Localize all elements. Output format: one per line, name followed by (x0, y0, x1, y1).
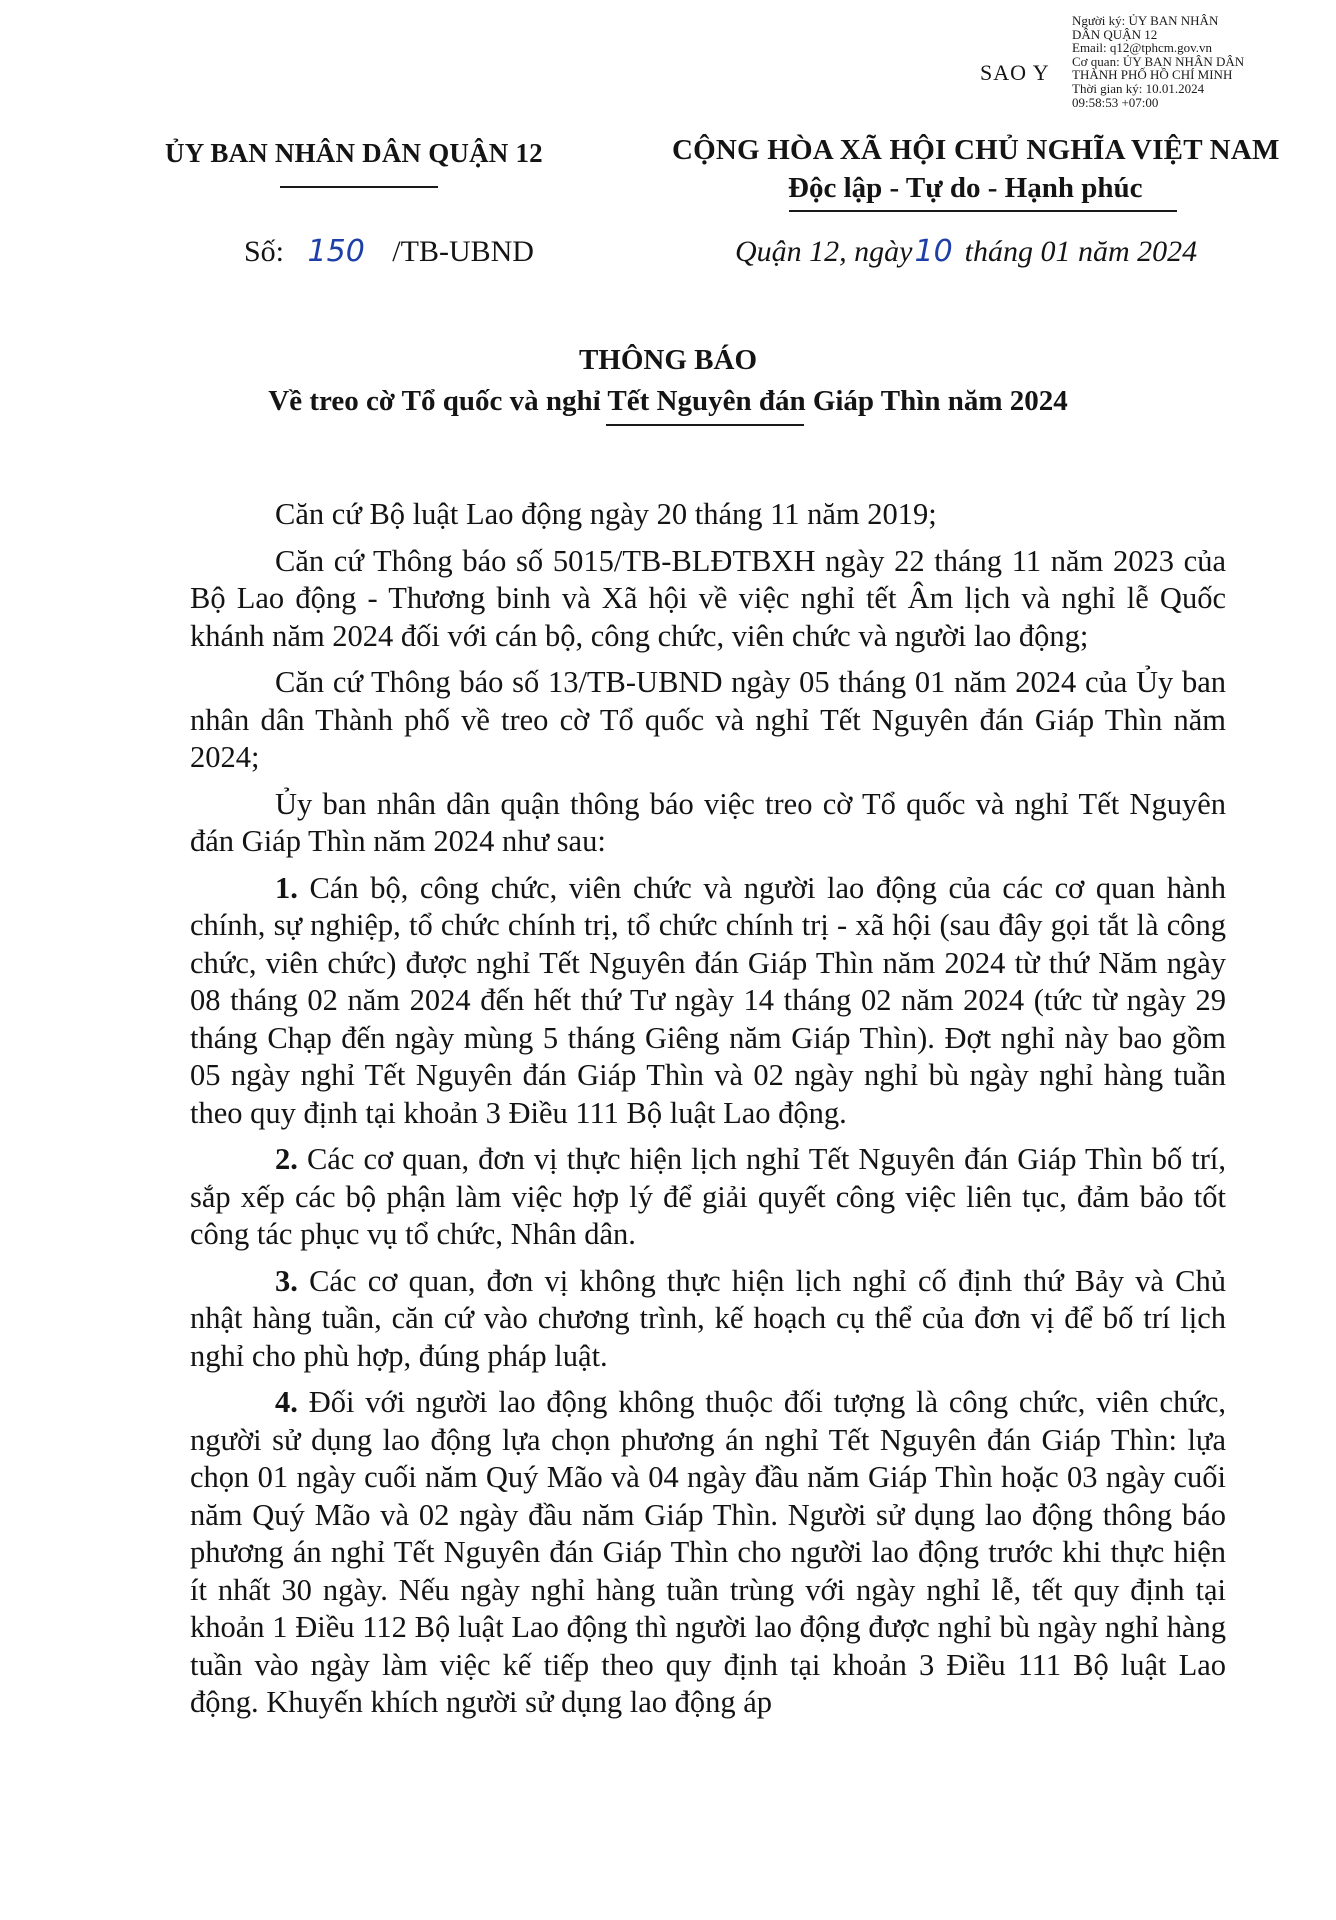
item-text: Các cơ quan, đơn vị không thực hiện lịch nghỉ cố định thứ Bảy và Chủ nhật hàng tuần, căn cứ vào chương trình, kế hoạch cụ thể của đơn vị để bố trí lịch nghỉ cho phù hợp, đúng pháp luật. (190, 1263, 1226, 1373)
signature-line: Email: q12@tphcm.gov.vn (1072, 40, 1213, 56)
issuing-agency: ỦY BAN NHÂN DÂN QUẬN 12 (165, 138, 543, 168)
document-date (735, 234, 1197, 269)
item-text: Cán bộ, công chức, viên chức và người lao động của các cơ quan hành chính, sự nghiệp, tổ chức chính trị, tổ chức chính trị - xã hội (sau đây gọi tắt là công chức, viên chức) được nghỉ Tết Nguyên đán Giáp Thìn năm 2024 từ thứ Năm ngày 08 tháng 02 năm 2024 đến hết thứ Tư ngày 14 tháng 02 năm 2024 (tức từ ngày 29 tháng Chạp đến ngày mùng 5 tháng Giêng năm Giáp Thìn). Đợt nghỉ này bao gồm 05 ngày nghỉ Tết Nguyên đán Giáp Thìn và 02 ngày nghỉ bù ngày nghỉ hàng tuần theo quy định tại khoản 3 Điều 111 Bộ luật Lao động. (190, 870, 1227, 1130)
document-number (244, 234, 534, 269)
number-suffix: /TB-UBND (392, 235, 534, 268)
signature-line: Thời gian ký: 10.01.2024 (1072, 80, 1205, 96)
date-prefix: Quận 12, ngày (735, 235, 913, 268)
item-number: 1. (275, 870, 298, 905)
intro-paragraph: Ủy ban nhân dân quận thông báo việc treo cờ Tổ quốc và nghỉ Tết Nguyên đán Giáp Thìn năm 2024 như sau: (190, 786, 1226, 858)
item-text: Các cơ quan, đơn vị thực hiện lịch nghỉ Tết Nguyên đán Giáp Thìn bố trí, sắp xếp các bộ phận làm việc hợp lý để giải quyết công việc liên tục, đảm bảo tốt công tác phục vụ tổ chức, Nhân dân. (190, 1142, 1226, 1251)
item-number: 4. (275, 1385, 298, 1419)
signature-line: Cơ quan: ỦY BAN NHÂN DÂN (1072, 53, 1245, 69)
item-4 (190, 1384, 1226, 1722)
item-number: 2. (275, 1142, 298, 1176)
subtitle-underline (606, 424, 804, 426)
item-2 (190, 1141, 1226, 1254)
legal-basis-2: Căn cứ Thông báo số 5015/TB-BLĐTBXH ngày 22 tháng 11 năm 2023 của Bộ Lao động - Thương binh và Xã hội về việc nghỉ tết Âm lịch và nghỉ lễ Quốc khánh năm 2024 đối với cán bộ, công chức, viên chức và người lao động; (190, 543, 1226, 653)
document-body (190, 496, 1226, 1731)
document-title: THÔNG BÁO (578, 344, 758, 376)
agency-underline (280, 186, 438, 188)
legal-basis-3: Căn cứ Thông báo số 13/TB-UBND ngày 05 tháng 01 năm 2024 của Ủy ban nhân dân Thành phố về treo cờ Tổ quốc và nghỉ Tết Nguyên đán Giáp Thìn năm 2024; (190, 665, 1226, 774)
digital-signature-block (1072, 14, 1244, 109)
handwritten-day: 10 (914, 234, 953, 269)
national-motto: Độc lập - Tự do - Hạnh phúc (788, 172, 1143, 204)
item-number: 3. (275, 1263, 298, 1298)
item-1 (190, 870, 1226, 1133)
item-text: Đối với người lao động không thuộc đối tượng là công chức, viên chức, người sử dụng lao động lựa chọn phương án nghỉ Tết Nguyên đán Giáp Thìn: lựa chọn 01 ngày cuối năm Quý Mão và 04 ngày đầu năm Giáp Thìn hoặc 03 ngày cuối năm Quý Mão và 02 ngày đầu năm Giáp Thìn. Người sử dụng lao động thông báo phương án nghỉ Tết Nguyên đán Giáp Thìn cho người lao động trước khi thực hiện ít nhất 30 ngày. Nếu ngày nghỉ hàng tuần trùng với ngày nghỉ lễ, tết quy định tại khoản 1 Điều 112 Bộ luật Lao động thì người lao động được nghỉ bù ngày nghỉ hàng tuần vào ngày làm việc kế tiếp theo quy định tại khoản 3 Điều 111 Bộ luật Lao động. Khuyến khích người sử dụng lao động áp (190, 1385, 1227, 1719)
signature-line: 09:58:53 +07:00 (1072, 94, 1159, 110)
signature-line: THÀNH PHỐ HỒ CHÍ MINH (1072, 67, 1233, 83)
date-suffix: tháng 01 năm 2024 (964, 235, 1198, 268)
document-subtitle: Về treo cờ Tổ quốc và nghỉ Tết Nguyên đán Giáp Thìn năm 2024 (268, 385, 1068, 417)
legal-basis-1: Căn cứ Bộ luật Lao động ngày 20 tháng 11 năm 2019; (275, 497, 937, 531)
country-name: CỘNG HÒA XÃ HỘI CHỦ NGHĨA VIỆT NAM (672, 134, 1280, 166)
signature-line: DÂN QUẬN 12 (1072, 26, 1158, 42)
motto-underline (789, 210, 1177, 212)
number-prefix: Số: (244, 235, 285, 268)
copy-stamp-label: SAO Y (980, 60, 1050, 85)
handwritten-number: 150 (307, 234, 365, 269)
signature-line: Người ký: ỦY BAN NHÂN (1072, 13, 1219, 28)
item-3 (190, 1263, 1226, 1376)
